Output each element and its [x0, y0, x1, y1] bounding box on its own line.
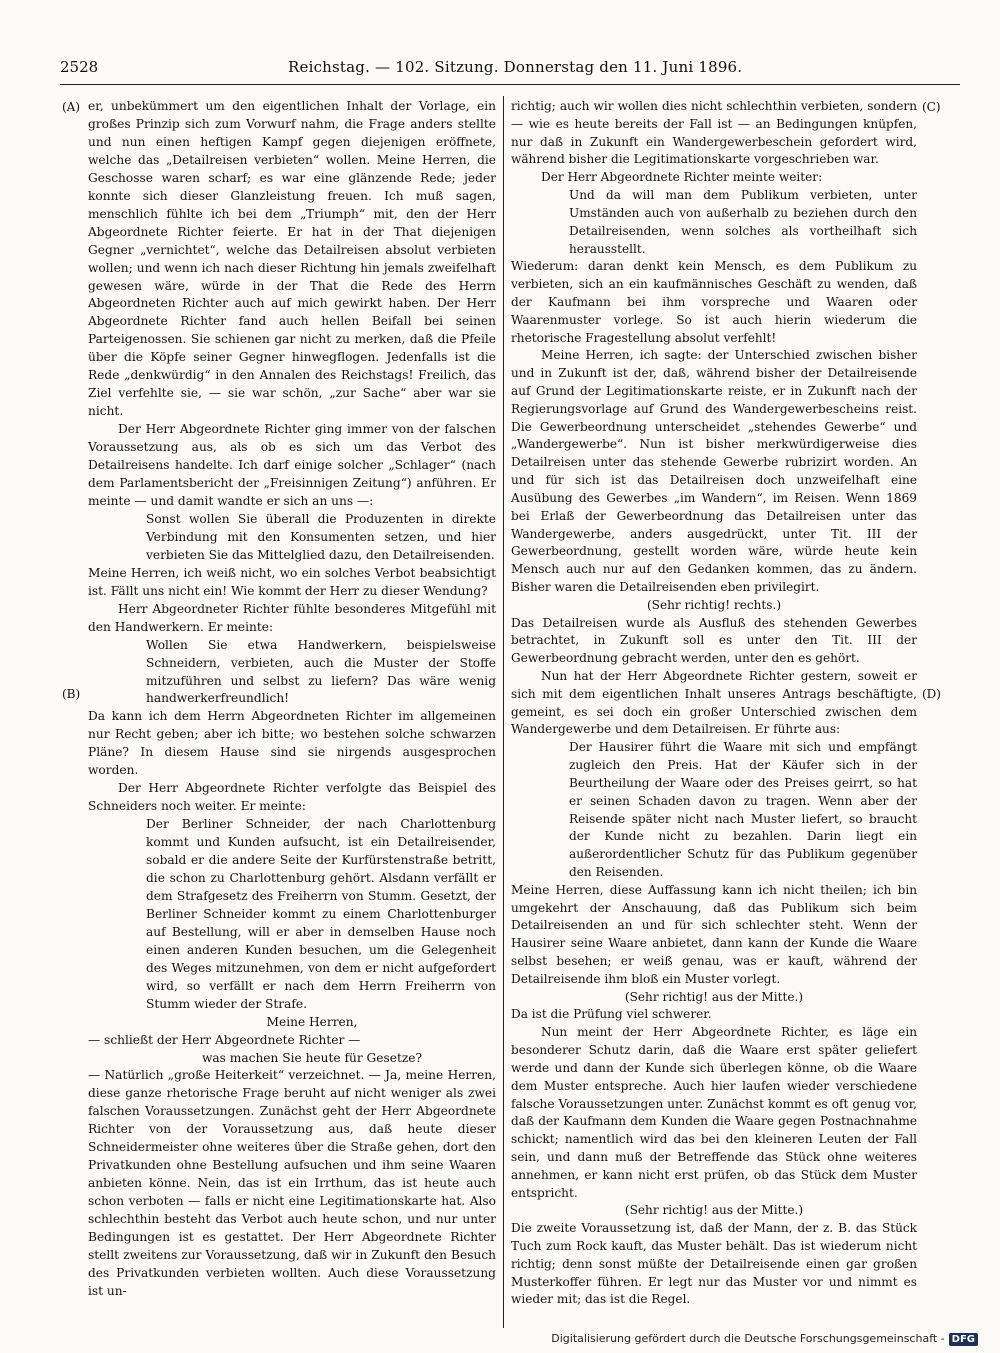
quoted-passage: Meine Herren, [266, 1014, 358, 1029]
digitization-credit [551, 1332, 978, 1346]
paragraph: Wiederum: daran denkt kein Mensch, es dem Publikum zu verbieten, sich an ein kaufmännisches Geschäft zu wenden, daß der Kaufmann bei ihm vorspreche und Waaren oder Waarenmuster vorlege. So ist auch hierin wiederum die rhetorische Fragestellung absolut verfehlt! [511, 259, 917, 345]
paragraph: Meine Herren, ich weiß nicht, wo ein solches Verbot beabsichtigt ist. Fällt uns nicht ein! Wie kommt der Herr zu dieser Wendung? [88, 565, 496, 598]
paragraph: Da kann ich dem Herrn Abgeordneten Richter im allgemeinen nur Recht geben; aber ich bitte; wo bestehen solche schwarzen Pläne? In diesem Hause sind sie nirgends ausgesprochen worden. [88, 709, 496, 778]
quoted-passage: Wollen Sie etwa Handwerkern, beispielsweise Schneidern, verbieten, auch die Muster der Stoffe mitzuführen und selbst zu liefern? Das wäre wenig handwerkerfreundlich! [146, 637, 496, 706]
credit-text: Digitalisierung gefördert durch die Deutsche Forschungsgemeinschaft - [551, 1332, 945, 1345]
header-rule [60, 84, 960, 85]
paragraph: Der Herr Abgeordnete Richter verfolgte das Beispiel des Schneiders noch weiter. Er meinte: [88, 781, 496, 814]
right-column [511, 98, 917, 1309]
paragraph: Meine Herren, diese Auffassung kann ich nicht theilen; ich bin umgekehrt der Anschauung, daß das Publikum sich beim Detailreisenden an und für sich schlechter steht. Wenn der Hausirer seine Waare anbietet, dann kann der Kunde die Waare selbst besehen; er weiß genau, was er kauft, während der Detailreisende ihm bloß ein Muster vorlegt. [511, 882, 917, 986]
quoted-passage: was machen Sie heute für Gesetze? [201, 1050, 423, 1065]
paragraph: — schließt der Herr Abgeordnete Richter — [88, 1032, 361, 1047]
dfg-logo: DFG [949, 1333, 978, 1346]
paragraph: Der Herr Abgeordnete Richter ging immer von der falschen Voraussetzung aus, als ob es sich um das Verbot des Detailreisens handelte. Ich darf einige solcher „Schlager“ (nach dem Parlamentsbericht der „Freisinnigen Zeitung“) anführen. Er meinte — und damit wandte er sich an uns —: [88, 422, 496, 508]
margin-marker-a: (A) [62, 100, 81, 114]
page-header [60, 58, 965, 80]
paragraph: Nun meint der Herr Abgeordnete Richter, es läge ein besonderer Schutz darin, daß die Waare erst später geliefert werde und dann der Kunde sich überlegen könne, ob die Waare dem Muster entspreche. Auch hier laufen wieder verschiedene falsche Voraussetzungen unter. Zunächst kommt es oft genug vor, daß der Kaufmann dem Kunden die Waare gegen Postnachnahme schickt; namentlich wird das bei den kleineren Leuten der Fall sein, und dann muß der Betreffende das Stück ohne weiteres annehmen, er kann nicht erst prüfen, ob das Stück dem Muster entspricht. [511, 1025, 917, 1200]
paragraph: Herr Abgeordneter Richter fühlte besonderes Mitgefühl mit den Handwerkern. Er meinte: [88, 601, 496, 634]
running-title: Reichstag. — 102. Sitzung. Donnerstag den 11. Juni 1896. [288, 58, 743, 76]
quoted-passage: Der Berliner Schneider, der nach Charlottenburg kommt und Kunden aufsucht, ist ein Detailreisender, sobald er die andere Seite der Kurfürstenstraße betritt, die schon zu Charlottenburg gehört. Alsdann verfällt er dem Strafgesetz des Freiherrn von Stumm. Gesetzt, der Berliner Schneider kommt zu einem Charlottenburger auf Bestellung, will er aber in demselben Hause noch einen anderen Kunden besuchen, um die Gelegenheit des Weges mitzunehmen, von dem er nicht aufgefordert wird, so verfällt er nach dem Herrn Freiherrn von Stumm wieder der Strafe. [146, 817, 496, 1011]
margin-marker-c: (C) [922, 100, 941, 114]
paragraph: er, unbekümmert um den eigentlichen Inhalt der Vorlage, ein großes Prinzip sich zum Vorwurf nahm, die Frage anders stellte und nun einen heftigen Kampf gegen diejenigen eröffnete, welche das „Detailreisen verbieten“ wollen. Meine Herren, die Geschosse waren scharf; es war eine glänzende Rede; jeder konnte sich dieser Glanzleistung freuen. Ich muß sagen, menschlich fühlte ich bei dem „Triumph“ mit, den der Herr Abgeordnete Richter feierte. Er hat in der That diejenigen Gegner „vernichtet“, welche das Detailreisen absolut verbieten wollen; und wenn ich nach dieser Richtung hin jemals zweifelhaft gewesen wäre, würde in der That die Rede des Herrn Abgeordneten Richter auch auf mich gewirkt haben. Der Herr Abgeordnete Richter fand auch hellen Beifall bei seinen Parteigenossen. Sie schienen gar nicht zu merken, daß die Pfeile über die Köpfe seiner Gegner hinwegflogen. Jedenfalls ist die Rede „denkwürdig“ in den Annalen des Reichstags! Freilich, das Ziel verfehlte sie, — sie war schön, „zur Sache“ aber war sie nicht. [88, 99, 496, 419]
page-number: 2528 [60, 58, 99, 76]
paragraph: Nun hat der Herr Abgeordnete Richter gestern, soweit er sich mit dem eigentlichen Inhalt unseres Antrags beschäftigte, gemeint, es sei doch ein großer Unterschied zwischen dem Wandergewerbe und dem Detailreisen. Er führte aus: [511, 669, 917, 737]
paragraph: Die zweite Voraussetzung ist, daß der Mann, der z. B. das Stück Tuch zum Rock kauft, das Muster behält. Das ist wiederum nicht richtig; denn sonst müßte der Detailreisende einen gar großen Musterkoffer führen. Er legt nur das Muster vor und nimmt es wieder mit; das ist die Regel. [511, 1221, 917, 1307]
quoted-passage: Sonst wollen Sie überall die Produzenten in direkte Verbindung mit den Konsumenten setzen, und hier verbieten Sie das Mittelglied dazu, den Detailreisenden. [146, 511, 496, 562]
left-column [88, 98, 496, 1301]
paragraph: — Natürlich „große Heiterkeit“ verzeichnet. — Ja, meine Herren, diese ganze rhetorische Frage beruht auf nicht weniger als zwei falschen Voraussetzungen. Zunächst geht der Herr Abgeordnete Richter von der Voraussetzung aus, daß heute dieser Schneidermeister ohne weiteres über die Straße gehen, dort den Privatkunden ohne Bestellung aufsuchen und ihm seine Waaren anbieten könne. Nein, das ist ein Irrthum, das ist heute auch schon verboten — falls er nicht eine Legitimationskarte hat. Also schlechthin besteht das Verbot auch heute schon, und nur unter Bedingungen ist es gestattet. Der Herr Abgeordnete Richter stellt zweitens zur Voraussetzung, daß wir in Zukunft den Besuch des Privatkunden verbieten wollten. Auch diese Voraussetzung ist un- [88, 1068, 496, 1298]
margin-marker-b: (B) [62, 687, 81, 701]
quoted-passage: Der Hausirer führt die Waare mit sich und empfängt zugleich den Preis. Hat der Käufer sich in der Beurtheilung der Waare oder des Preises geirrt, so hat er seinen Schaden davon zu tragen. Wenn aber der Reisende später nicht nach Muster liefert, so braucht der Kunde nicht zu bezahlen. Darin liegt ein außerordentlicher Schutz für das Publikum gegenüber den Reisenden. [569, 740, 917, 879]
interjection: (Sehr richtig! rechts.) [646, 597, 782, 612]
quoted-passage: Und da will man dem Publikum verbieten, unter Umständen auch von außerhalb zu beziehen durch den Detailreisenden, wenn solches als vortheilhaft sich herausstellt. [569, 188, 917, 256]
interjection: (Sehr richtig! aus der Mitte.) [624, 989, 804, 1004]
interjection: (Sehr richtig! aus der Mitte.) [624, 1203, 804, 1218]
paragraph: Meine Herren, ich sagte: der Unterschied zwischen bisher und in Zukunft ist der, daß, während bisher der Detailreisende auf Grund der Legitimationskarte reiste, er in Zukunft nach der Regierungsvorlage auf Grund des Wandergewerbescheins reist. Die Gewerbeordnung unterscheidet „stehendes Gewerbe“ und „Wandergewerbe“. Nun ist bisher merkwürdigerweise dies Detailreisen unter das stehende Gewerbe rubrizirt worden. An und für sich ist das Detailreisen doch unzweifelhaft eine Ausübung des Gewerbes „im Wandern“, im Reisen. Wenn 1869 bei Erlaß der Gewerbeordnung das Detailreisen unter das Wandergewerbe, anders ausgedrückt, unter Tit. III der Gewerbeordnung, gestellt worden wäre, würde heute kein Mensch auch nur auf den Gedanken kommen, das zu ändern. Bisher waren die Detailreisenden eben privilegirt. [511, 348, 917, 594]
paragraph: richtig; auch wir wollen dies nicht schlechthin verbieten, sondern — wie es heute bereits der Fall ist — an Bedingungen knüpfen, nur daß in Zukunft ein Wandergewerbeschein gefordert wird, während bisher die Legitimationskarte vorgeschrieben war. [511, 99, 917, 167]
column-divider [503, 96, 504, 1328]
paragraph: Da ist die Prüfung viel schwerer. [511, 1007, 712, 1022]
paragraph: Der Herr Abgeordnete Richter meinte weiter: [541, 170, 823, 185]
paragraph: Das Detailreisen wurde als Ausfluß des stehenden Gewerbes betrachtet, in Zukunft soll es unter den Tit. III der Gewerbeordnung gebracht werden, unter den es gehört. [511, 615, 917, 666]
margin-marker-d: (D) [922, 687, 941, 701]
